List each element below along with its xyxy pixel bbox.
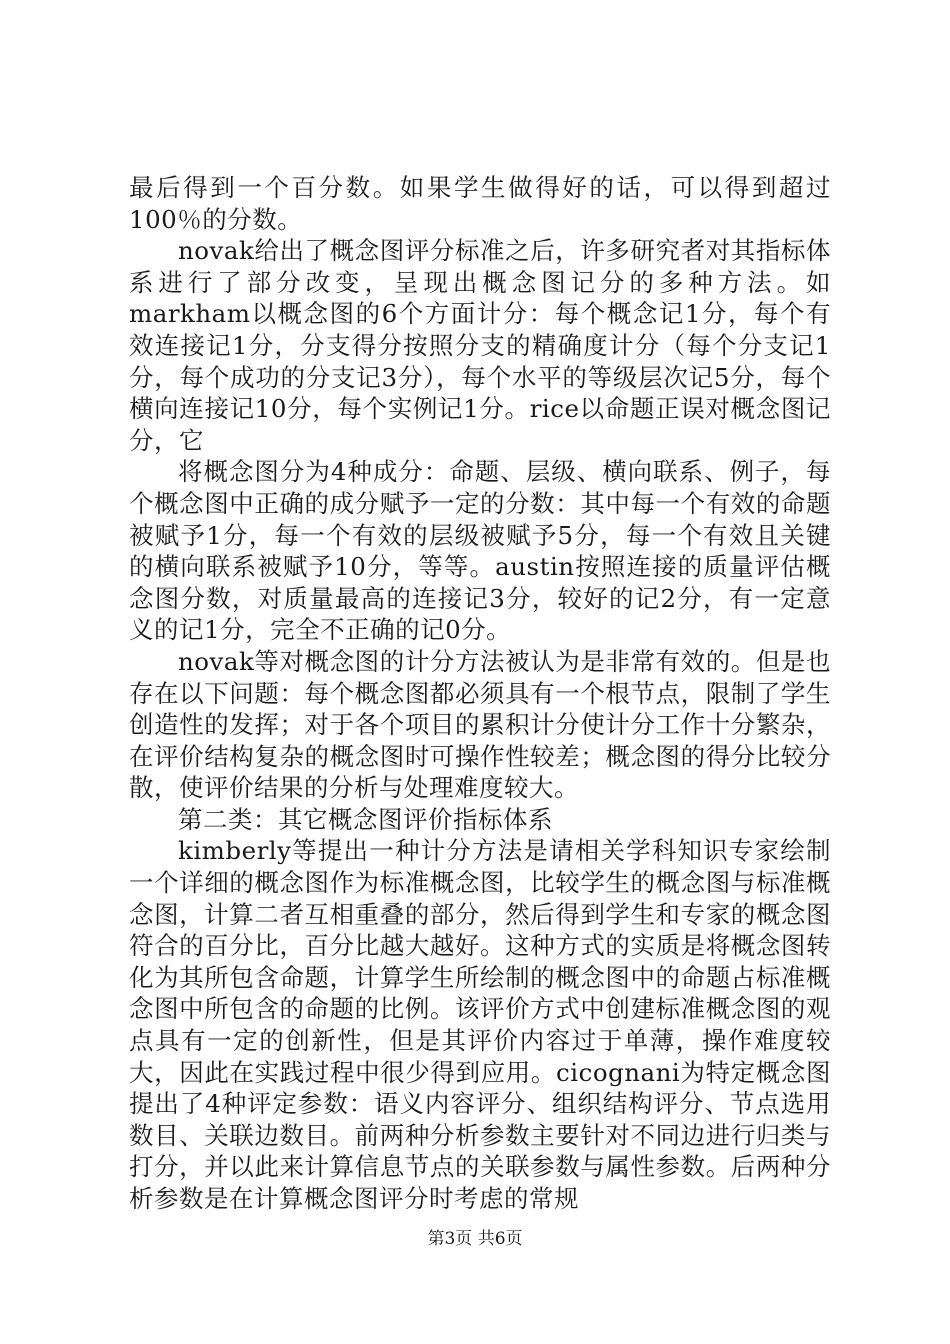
section-heading: 第二类：其它概念图评价指标体系 <box>178 804 553 834</box>
paragraph-1: 最后得到一个百分数。如果学生做得好的话，可以得到超过100％的分数。 <box>129 173 831 234</box>
paragraph-3: 将概念图分为4种成分：命题、层级、横向联系、例子，每个概念图中正确的成分赋予一定的分数：其中每一个有效的命题被赋予1分，每一个有效的层级被赋予5分，每一个有效且关键的横向联系被赋予10分，等等。austin按照连接的质量评估概念图分数，对质量最高的连接记3分，较好的记2分，有一定意义的记1分，完全不正确的记0分。 <box>129 457 831 645</box>
paragraph-5: kimberly等提出一种计分方法是请相关学科知识专家绘制一个详细的概念图作为标准概念图，比较学生的概念图与标准概念图，计算二者互相重叠的部分，然后得到学生和专家的概念图符合的百分比，百分比越大越好。这种方式的实质是将概念图转化为其所包含命题，计算学生所绘制的概念图中的命题占标准概念图中所包含的命题的比例。该评价方式中创建标准概念图的观点具有一定的创新性，但是其评价内容过于单薄，操作难度较大，因此在实践过程中很少得到应用。cicognani为特定概念图提出了4种评定参数：语义内容评分、组织结构评分、节点选用数目、关联边数目。前两种分析参数主要针对不同边进行归类与打分，并以此来计算信息节点的关联参数与属性参数。后两种分析参数是在计算概念图评分时考虑的常规 <box>129 836 831 1213</box>
page-footer: 第3页 共6页 <box>427 1229 523 1249</box>
paragraph-2: novak给出了概念图评分标准之后，许多研究者对其指标体系进行了部分改变，呈现出概念图记分的多种方法。如markham以概念图的6个方面计分：每个概念记1分，每个有效连接记1分，分支得分按照分支的精确度计分（每个分支记1分，每个成功的分支记3分），每个水平的等级层次记5分，每个横向连接记10分，每个实例记1分。rice以命题正误对概念图记分，它 <box>129 236 831 455</box>
paragraph-4: novak等对概念图的计分方法被认为是非常有效的。但是也存在以下问题：每个概念图都必须具有一个根节点，限制了学生创造性的发挥；对于各个项目的累积计分使计分工作十分繁杂，在评价结构复杂的概念图时可操作性较差；概念图的得分比较分散，使评价结果的分析与处理难度较大。 <box>129 646 831 803</box>
document-body <box>129 172 831 1215</box>
